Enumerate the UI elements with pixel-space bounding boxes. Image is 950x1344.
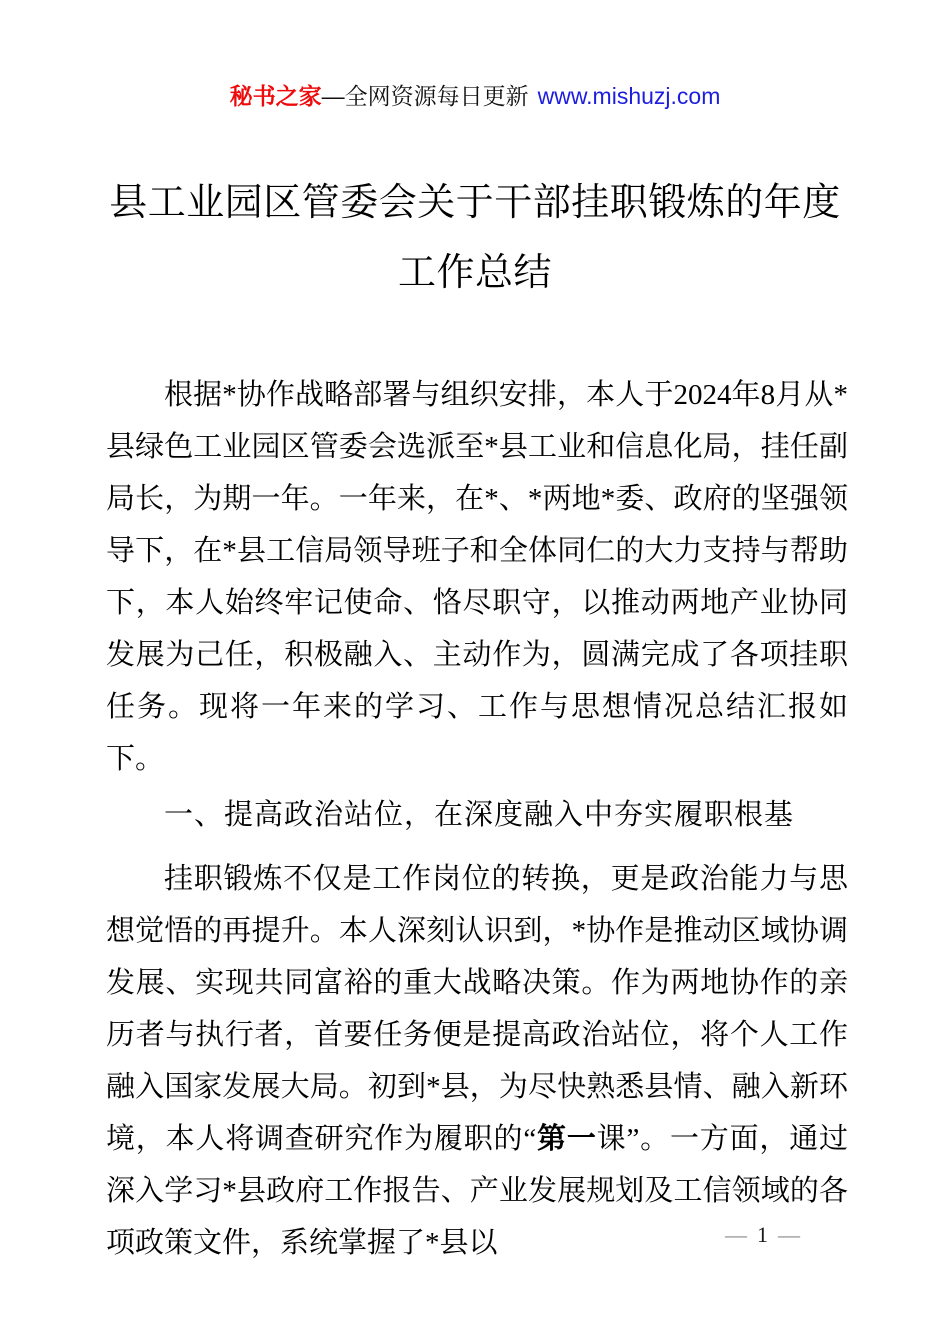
page-number: 1 <box>757 1222 768 1247</box>
header-tagline: 全网资源每日更新 <box>344 83 529 109</box>
section-heading-1: 一、提高政治站位，在深度融入中夯实履职根基 <box>164 799 795 831</box>
site-header <box>0 80 950 112</box>
page-number-dash-left: — <box>725 1222 747 1247</box>
paragraph-1: 根据*协作战略部署与组织安排，本人于2024年8月从*县绿色工业园区管委会选派至*县工业和信息化局，挂任副局长，为期一年。一年来，在*、*两地*委、政府的坚强领导下，在*县工信局领导班子和全体同仁的大力支持与帮助下，本人始终牢记使命、恪尽职守，以推动两地产业协同发展为己任，积极融入、主动作为，圆满完成了各项挂职任务。现将一年来的学习、工作与思想情况总结汇报如下。 <box>106 379 848 775</box>
page-footer <box>725 1220 800 1250</box>
paragraph-2-text-before: 挂职锻炼不仅是工作岗位的转换，更是政治能力与思想觉悟的再提升。本人深刻认识到，*协作是推动区域协调发展、实现共同富裕的重大战略决策。作为两地协作的亲历者与执行者，首要任务便是提高政治站位，将个人工作融入国家发展大局。初到*县，为尽快熟悉县情、融入新环境，本人将调查研究作为履职的“ <box>106 863 848 1155</box>
header-separator: — <box>321 83 345 109</box>
page-number-dash-right: — <box>778 1222 800 1247</box>
site-url-link[interactable]: www.mishuzj.com <box>537 83 721 109</box>
document-body <box>106 369 848 1269</box>
document-title: 县工业园区管委会关于干部挂职锻炼的年度工作总结 <box>109 182 841 294</box>
site-name: 秘书之家 <box>229 83 322 109</box>
paragraph-2-bold-emphasis: 第一 <box>536 1123 597 1155</box>
paragraph-2-text-after: 课”。一方面，通过深入学习*县政府工作报告、产业发展规划及工信领域的各项政策文件，系统掌握了*县以 <box>106 1123 849 1259</box>
paragraph-2 <box>106 853 848 1269</box>
